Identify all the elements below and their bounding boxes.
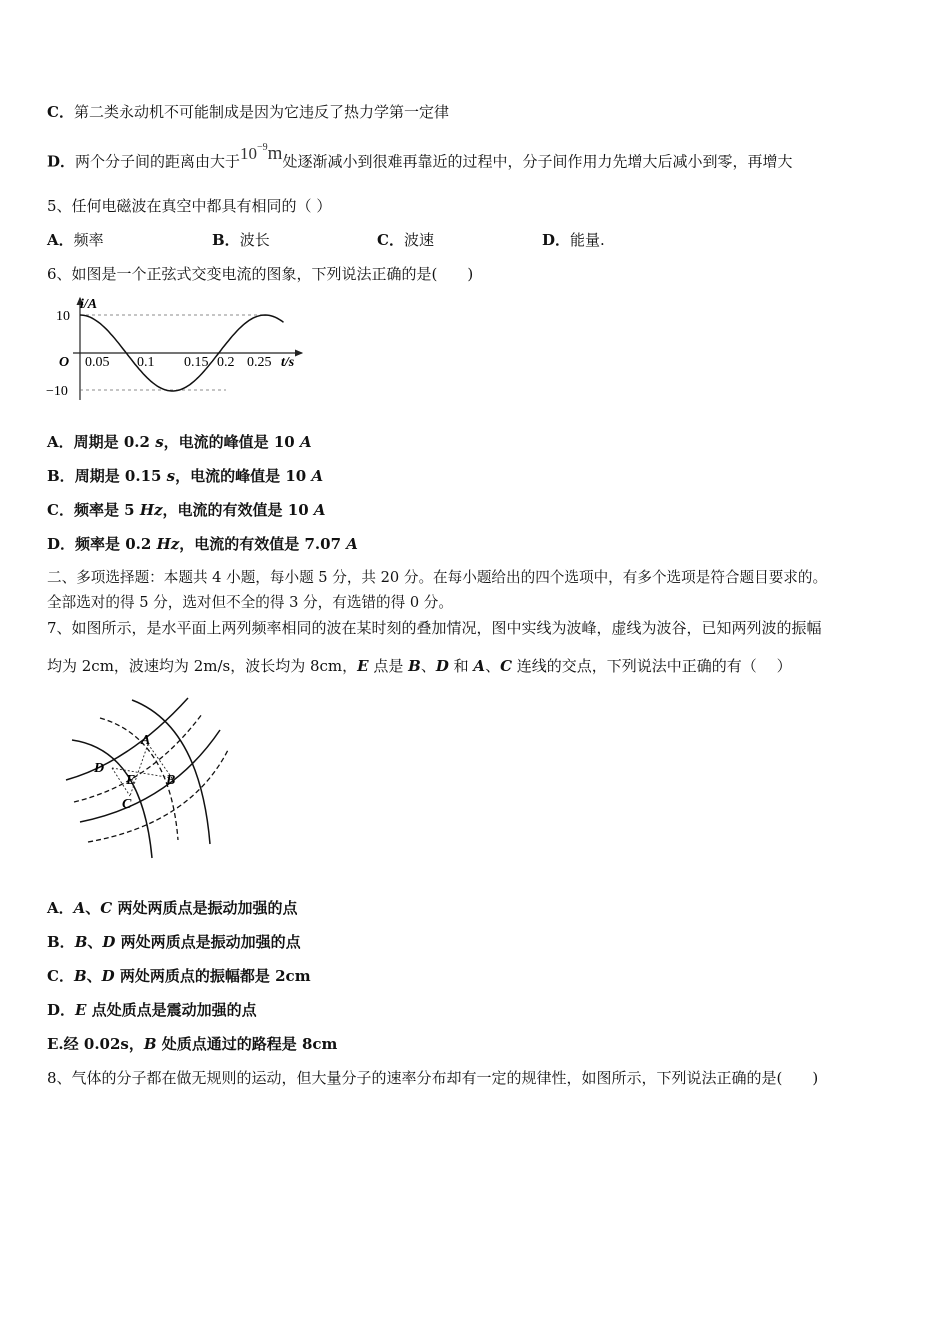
x-tick-0.15: 0.15 <box>184 355 209 370</box>
option-label: C． <box>47 967 74 985</box>
question-7-stem-line1: 7、如图所示，是水平面上两列频率相同的波在某时刻的叠加情况，图中实线为波峰，虚线为波谷，已知两列波的振幅 <box>47 619 822 637</box>
option-text: 经 0.02s， <box>63 1035 144 1053</box>
option-text: 处质点通过的路程是 8cm <box>156 1035 338 1053</box>
point-b-label: B <box>166 773 176 788</box>
point-label: E <box>75 1001 87 1019</box>
stem-text: 点是 <box>368 657 409 675</box>
question-6-option-b <box>47 466 323 486</box>
question-7-option-e <box>47 1034 337 1054</box>
x-tick-0.1: 0.1 <box>137 355 155 370</box>
x-tick-0.25: 0.25 <box>247 355 272 370</box>
question-7-stem-line2 <box>47 656 792 676</box>
question-4-option-d <box>47 142 793 172</box>
unit: A <box>311 467 324 485</box>
wave2-crest-2 <box>132 700 210 844</box>
unit: A <box>299 433 312 451</box>
question-7-option-b <box>47 932 301 952</box>
option-text: 频率是 0.2 <box>75 535 157 553</box>
stem-text: 均为 2cm，波速均为 2m/s，波长均为 8cm， <box>47 657 358 675</box>
option-text: 频率是 5 <box>73 501 140 519</box>
y-tick-neg10: −10 <box>46 384 68 399</box>
option-label: C． <box>47 501 74 519</box>
question-5-option-c <box>377 230 434 250</box>
option-label: D． <box>542 231 571 249</box>
option-label: D． <box>47 152 76 171</box>
question-8-stem: 8、气体的分子都在做无规则的运动，但大量分子的速率分布却有一定的规律性，如图所示，下列说法正确的是( ) <box>47 1069 819 1087</box>
point-e-label: E <box>126 773 136 788</box>
question-5-option-b <box>212 230 270 250</box>
point-label: B <box>408 657 421 675</box>
option-text: 周期是 0.15 <box>74 467 167 485</box>
option-text: ，电流的有效值是 7.07 <box>179 535 347 553</box>
option-label: B． <box>47 467 75 485</box>
option-label: C． <box>377 231 404 249</box>
unit: s <box>155 433 164 451</box>
point-label: A <box>473 657 486 675</box>
point-label: A <box>73 899 86 917</box>
option-text: 能量. <box>570 231 605 249</box>
question-6-option-d <box>47 534 358 554</box>
option-text: 周期是 0.2 <box>73 433 156 451</box>
option-label: B． <box>212 231 240 249</box>
sci-base: 10 <box>240 143 258 163</box>
question-5-option-d <box>542 230 605 250</box>
option-text: 两处两质点是振动加强的点 <box>112 899 298 917</box>
point-label: B <box>143 1035 157 1053</box>
point-label: E <box>357 657 369 675</box>
option-text: 、 <box>87 933 103 951</box>
option-text: ，电流的有效值是 10 <box>162 501 314 519</box>
question-6-option-a <box>47 432 312 452</box>
option-label: B． <box>47 933 75 951</box>
sci-unit: m <box>267 142 283 164</box>
unit: Hz <box>156 535 180 553</box>
option-text: 两处两质点的振幅都是 2cm <box>114 967 311 985</box>
wave1-trough-1 <box>74 714 202 802</box>
question-4-option-c <box>47 102 449 122</box>
unit: A <box>346 535 358 553</box>
question-5-stem: 5、任何电磁波在真空中都具有相同的（ ） <box>47 197 332 215</box>
option-text: ，电流的峰值是 10 <box>175 467 312 485</box>
option-text: 频率 <box>73 231 104 249</box>
origin-label: O <box>59 355 70 370</box>
scientific-value <box>240 144 282 163</box>
option-text: 两处两质点是振动加强的点 <box>115 933 301 951</box>
y-axis-label: i/A <box>80 297 98 312</box>
question-6-stem: 6、如图是一个正弦式交变电流的图象，下列说法正确的是( ) <box>47 265 474 283</box>
point-label: B <box>74 933 88 951</box>
point-label: C <box>100 899 113 917</box>
point-label: D <box>102 933 116 951</box>
point-d-label: D <box>94 761 105 776</box>
option-label: A． <box>47 231 74 249</box>
point-label: D <box>435 657 449 675</box>
x-axis-label: t/s <box>281 355 295 370</box>
section-2-heading-line1: 二、多项选择题：本题共 4 小题，每小题 5 分，共 20 分。在每小题给出的四个选项中，有多个选项是符合题目要求的。 <box>47 569 828 586</box>
unit: s <box>166 467 176 485</box>
point-label: B <box>73 967 87 985</box>
section-2-heading-line2: 全部选对的得 5 分，选对但不全的得 3 分，有选错的得 0 分。 <box>47 594 453 611</box>
y-tick-10: 10 <box>56 309 70 324</box>
x-tick-0.2: 0.2 <box>217 355 235 370</box>
option-label: A． <box>47 433 74 451</box>
option-text: ，电流的峰值是 10 <box>163 433 300 451</box>
stem-text: 、 <box>420 657 436 675</box>
question-7-option-c <box>47 966 311 986</box>
option-label: A． <box>47 899 74 917</box>
question-6-option-c <box>47 500 326 520</box>
option-text-pre: 两个分子间的距离由大于 <box>75 152 241 171</box>
option-label: E. <box>47 1035 64 1053</box>
stem-text: 连线的交点，下列说法中正确的有（ ） <box>512 657 792 675</box>
wave1-crest-1 <box>66 698 188 780</box>
option-label: C． <box>47 103 74 121</box>
point-a-label: A <box>141 733 151 748</box>
question-7-option-a <box>47 898 297 918</box>
unit: A <box>313 501 326 519</box>
unit: Hz <box>139 501 163 519</box>
line-a-c <box>130 744 148 796</box>
option-label: D． <box>47 535 76 553</box>
point-label: C <box>500 657 513 675</box>
x-tick-0.05: 0.05 <box>85 355 110 370</box>
point-c-label: C <box>122 797 132 812</box>
option-label: D． <box>47 1001 76 1019</box>
option-text: 第二类永动机不可能制成是因为它违反了热力学第一定律 <box>73 103 449 121</box>
question-7-option-d <box>47 1000 257 1020</box>
option-text: 点处质点是震动加强的点 <box>86 1001 257 1019</box>
question-5-option-a <box>47 230 104 250</box>
sci-exponent: −9 <box>257 142 268 153</box>
option-text: 波速 <box>403 231 434 249</box>
option-text: 、 <box>86 967 102 985</box>
option-text: 、 <box>85 899 101 917</box>
wave-interference-figure <box>60 692 230 864</box>
point-label: D <box>101 967 115 985</box>
sine-current-graph <box>40 292 310 404</box>
stem-text: 、 <box>485 657 501 675</box>
stem-text: 和 <box>448 657 474 675</box>
option-text: 波长 <box>239 231 270 249</box>
option-text-post: 处逐渐减小到很难再靠近的过程中，分子间作用力先增大后减小到零，再增大 <box>282 152 793 171</box>
